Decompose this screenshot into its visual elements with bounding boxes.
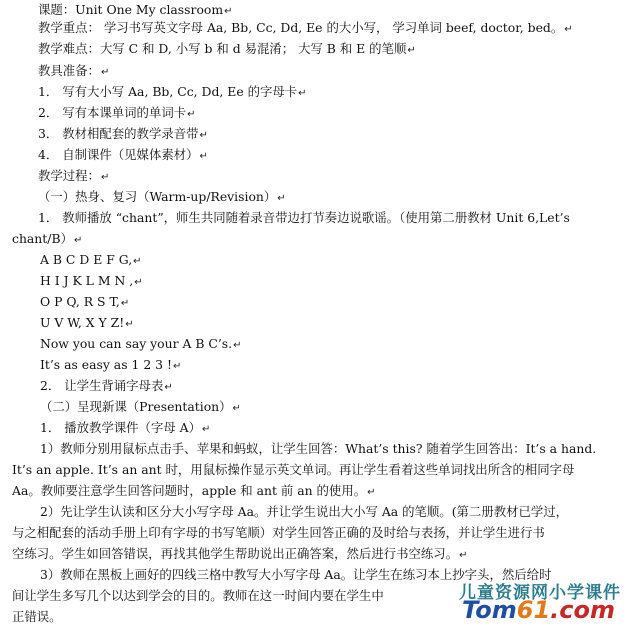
difficulties-line: 教学难点：大写 C 和 D, 小写 b 和 d 易混淆； 大写 B 和 E 的笔顺↵: [38, 41, 416, 56]
watermark-site-name: Tom61.com: [461, 596, 615, 624]
chant-line-5: Now you can say your A B C’s.↵: [40, 336, 242, 351]
paragraph-2-line-2: 与之相配套的活动手册上印有字母的书写笔顺）对学生回答正确的及时给与表扬，并让学生进行书: [12, 525, 545, 540]
paragraph-2-line-1: 2）先让学生认读和区分大小写字母 Aa。并让学生说出大小写 Aa 的笔顺。(第二册教材已学过，: [40, 504, 569, 519]
watermark-chinese-text: 儿童资源网小学课件: [459, 583, 621, 603]
warmup-step-1: 1． 教师播放 “chant”，师生共同随着录音带边打节奏边说歌谣。（使用第二册教材 Unit 6,Let’s: [38, 210, 570, 225]
chant-line-1: A B C D E F G,↵: [40, 252, 142, 267]
paragraph-1-line-3: Aa。教师要注意学生回答问题时，apple 和 ant 前 an 的使用。↵: [12, 483, 376, 498]
materials-item-2: 2． 写有本课单词的单词卡↵: [38, 105, 196, 120]
lesson-title-line: 课题：Unit One My classroom↵: [38, 2, 233, 17]
section-warmup-heading: （一）热身、复习（Warm-up/Revision）↵: [38, 189, 286, 204]
warmup-step-1-cont: chant/B）↵: [12, 231, 83, 246]
key-points-line: 教学重点： 学习书写英文字母 Aa, Bb, Cc, Dd, Ee 的大小写， 学习单词 beef, doctor, bed。↵: [38, 20, 573, 35]
paragraph-1-line-1: 1）教师分别用鼠标点击手、苹果和蚂蚁，让学生回答：What’s this? 随着学生回答出：It’s a hand.: [40, 441, 597, 456]
process-heading: 教学过程：↵: [38, 168, 110, 183]
paragraph-3-line-2: 间让学生多写几个以达到学会的目的。教师在这一时间内要在学生中: [12, 588, 384, 603]
chant-line-2: H I J K L M N ,↵: [40, 273, 143, 288]
section-presentation-heading: （二）呈现新课（Presentation）↵: [40, 399, 241, 414]
warmup-step-2: 2． 让学生背诵字母表↵: [40, 378, 173, 393]
site-watermark-logo: [425, 578, 625, 624]
chant-line-6: It’s as easy as 1 2 3 !↵: [40, 357, 182, 372]
paragraph-3-line-1: 3）教师在黑板上画好的四线三格中教写大小写字母 Aa。让学生在练习本上抄字头，然后给时: [40, 567, 552, 582]
materials-heading: 教具准备：↵: [38, 63, 110, 78]
chant-line-4: U V W, X Y Z!↵: [40, 315, 134, 330]
chant-line-3: O P Q, R S T,↵: [40, 294, 130, 309]
paragraph-3-line-3: 正错误。: [12, 609, 62, 624]
materials-item-3: 3． 教材相配套的教学录音带↵: [38, 126, 208, 141]
materials-item-1: 1． 写有大小写 Aa, Bb, Cc, Dd, Ee 的字母卡↵: [38, 84, 307, 99]
presentation-step-1: 1． 播放教学课件（字母 A）↵: [40, 420, 211, 435]
paragraph-2-line-3: 空练习。学生如回答错误，再找其他学生帮助说出正确答案，然后进行书空练习。↵: [12, 546, 468, 561]
materials-item-4: 4． 自制课件（见媒体素材）↵: [38, 147, 208, 162]
paragraph-1-line-2: It’s an apple. It’s an ant 时，用鼠标操作显示英文单词。再让学生看着这些单词找出所含的相同字母: [12, 462, 575, 477]
